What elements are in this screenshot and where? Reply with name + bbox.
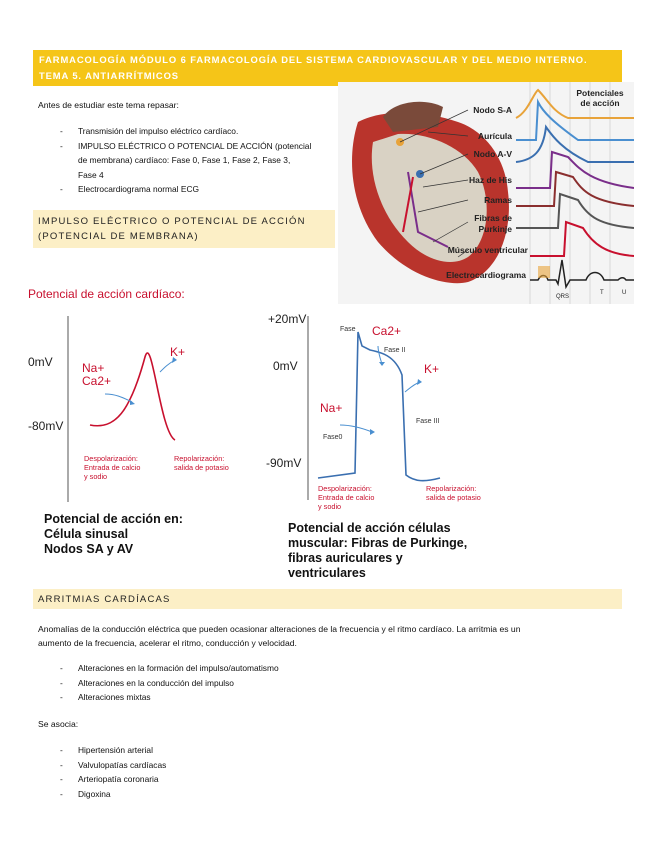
right-depolarization-note: Despolarización: Entrada de calcio y sodio bbox=[318, 484, 375, 511]
arrhythmia-list bbox=[60, 661, 279, 705]
arrhythmia-item: - Alteraciones en la conducción del impulso bbox=[60, 677, 234, 688]
associated-item: - Arteriopatía coronaria bbox=[60, 774, 159, 784]
heart-conduction-figure bbox=[338, 82, 634, 304]
label-fase-ii: Fase II bbox=[384, 347, 406, 354]
intro-lead: Antes de estudiar este tema repasar: bbox=[38, 100, 179, 110]
right-y-90mv: -90mV bbox=[266, 456, 302, 470]
right-ion-ca: Ca2+ bbox=[372, 324, 402, 338]
right-y-0mv: 0mV bbox=[273, 359, 298, 373]
label-fibras: Fibras de bbox=[474, 213, 512, 223]
left-y-80mv: -80mV bbox=[28, 419, 64, 433]
associated-item: - Digoxina bbox=[60, 788, 111, 799]
arrhythmia-definition: Anomalías de la conducción eléctrica que pueden ocasionar alteraciones de la frecuencia y el ritmo cardíaco. La arritmia es un aumento de la frecuencia, acelerar el ritmo, conducción y velocidad. bbox=[38, 624, 521, 648]
arrhythmia-item: - Alteraciones en la formación del impulso/automatismo bbox=[60, 663, 279, 673]
left-ion-k: K+ bbox=[170, 345, 186, 359]
label-auricula: Aurícula bbox=[477, 131, 512, 141]
sinus-node-chart bbox=[60, 312, 260, 512]
right-ion-k: K+ bbox=[424, 362, 440, 376]
intro-item: - Transmisión del impulso eléctrico cardíaco. bbox=[60, 126, 239, 136]
section2-heading: ARRITMIAS CARDÍACAS bbox=[38, 594, 171, 605]
associated-item: - Hipertensión arterial bbox=[60, 745, 153, 755]
associated-item: - Valvulopatías cardíacas bbox=[60, 759, 167, 770]
left-ion-ca: Ca2+ bbox=[82, 374, 112, 388]
action-potential-title: Potencial de acción cardíaco: bbox=[28, 287, 185, 301]
right-ion-na: Na+ bbox=[320, 401, 343, 415]
svg-text:T: T bbox=[600, 290, 604, 296]
left-ion-na: Na+ bbox=[82, 361, 105, 375]
figure-title-2: de acción bbox=[580, 98, 620, 108]
label-fase-iii: Fase III bbox=[416, 418, 440, 425]
left-repolarization-note: Repolarización: salida de potasio bbox=[174, 454, 229, 472]
label-musculo: Músculo ventricular bbox=[447, 245, 528, 255]
left-y-0mv: 0mV bbox=[28, 355, 53, 369]
banner-line-2: TEMA 5. ANTIARRÍTMICOS bbox=[39, 70, 179, 81]
section1-heading: IMPULSO ELÉCTRICO O POTENCIAL DE ACCIÓN (POTENCIAL DE MEMBRANA) bbox=[38, 216, 306, 242]
label-nodo-sa: Nodo S-A bbox=[473, 105, 512, 115]
label-ramas: Ramas bbox=[484, 195, 512, 205]
figure-title-1: Potenciales bbox=[576, 88, 624, 98]
left-caption: Potencial de acción en: Célula sinusal Nodos SA y AV bbox=[44, 512, 183, 556]
intro-item: - IMPULSO ELÉCTRICO O POTENCIAL DE ACCIÓN (potencial bbox=[60, 140, 312, 151]
banner-line-1: FARMACOLOGÍA MÓDULO 6 FARMACOLOGÍA DEL SISTEMA CARDIOVASCULAR Y DEL MEDIO INTERNO. bbox=[39, 54, 588, 65]
label-haz-his: Haz de His bbox=[469, 175, 512, 185]
title-banner bbox=[33, 50, 622, 86]
svg-text:U: U bbox=[622, 290, 627, 296]
intro-list bbox=[60, 124, 328, 197]
left-depolarization-note: Despolarización: Entrada de calcio y sodio bbox=[84, 454, 141, 481]
svg-text:QRS: QRS bbox=[556, 294, 570, 300]
right-repolarization-note: Repolarización: salida de potasio bbox=[426, 484, 481, 502]
label-ecg: Electrocardiograma bbox=[446, 270, 526, 280]
arrhythmia-item: - Alteraciones mixtas bbox=[60, 692, 151, 702]
associated-list bbox=[60, 743, 167, 801]
label-fase-0: Fase0 bbox=[323, 434, 343, 441]
intro-item-cont: Fase 4 bbox=[78, 169, 104, 180]
label-fase: Fase bbox=[340, 326, 356, 333]
right-y-20mv: +20mV bbox=[268, 312, 307, 326]
right-caption: Potencial de acción células muscular: Fibras de Purkinge, fibras auriculares y ventriculares bbox=[288, 521, 468, 580]
intro-item: - Electrocardiograma normal ECG bbox=[60, 184, 200, 194]
label-nodo-av: Nodo A-V bbox=[473, 149, 512, 159]
intro-item-cont: de membrana) cardíaco: Fase 0, Fase 1, Fase 2, Fase 3, bbox=[78, 155, 291, 165]
label-purkinje: Purkinje bbox=[478, 224, 512, 234]
associated-lead: Se asocia: bbox=[38, 719, 79, 729]
